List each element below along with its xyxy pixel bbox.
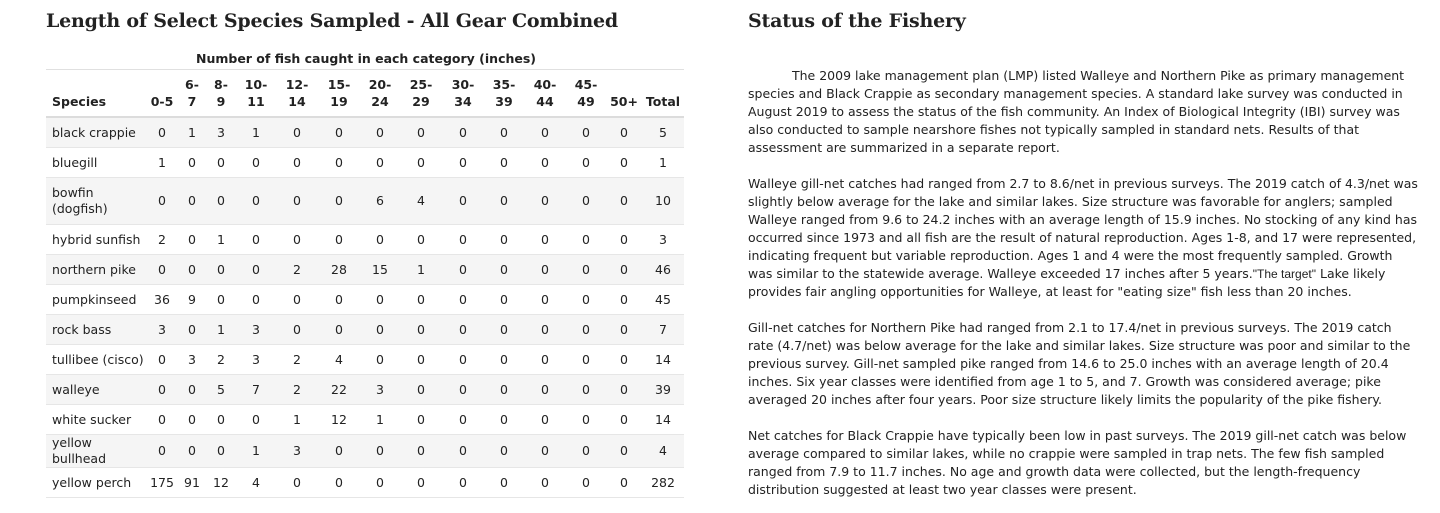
count-cell: 36 bbox=[146, 285, 178, 315]
count-cell: 0 bbox=[524, 255, 566, 285]
column-header: Total bbox=[642, 70, 684, 118]
count-cell: 0 bbox=[484, 178, 524, 225]
count-cell: 0 bbox=[442, 117, 484, 148]
column-header: 20- 24 bbox=[360, 70, 400, 118]
count-cell: 0 bbox=[566, 285, 606, 315]
count-cell: 0 bbox=[524, 117, 566, 148]
count-cell: 0 bbox=[442, 405, 484, 435]
count-cell: 0 bbox=[566, 117, 606, 148]
count-cell: 0 bbox=[146, 117, 178, 148]
count-cell: 0 bbox=[400, 435, 442, 468]
column-header: 50+ bbox=[606, 70, 642, 118]
total-cell: 46 bbox=[642, 255, 684, 285]
count-cell: 0 bbox=[146, 345, 178, 375]
column-header: 8- 9 bbox=[206, 70, 236, 118]
count-cell: 3 bbox=[178, 345, 206, 375]
count-cell: 0 bbox=[566, 315, 606, 345]
count-cell: 0 bbox=[178, 435, 206, 468]
count-cell: 0 bbox=[178, 315, 206, 345]
status-paragraph-3: Gill-net catches for Northern Pike had ranged from 2.1 to 17.4/net in previous surveys. The 2019 catch rate (4.7/net) was below average for the lake and similar lakes. Size structure was poor and similar to the previous survey. Gill-net sampled pike ranged from 14.6 to 25.0 inches with an average length of 20.4 inches. Six year classes were identified from age 1 to 5, and 7. Growth was considered average; pike averaged 20 inches after four years. Poor size structure likely limits the popularity of the pike fishery. bbox=[748, 320, 1411, 407]
count-cell: 0 bbox=[566, 435, 606, 468]
count-cell: 0 bbox=[318, 148, 360, 178]
column-header: 6- 7 bbox=[178, 70, 206, 118]
count-cell: 1 bbox=[146, 148, 178, 178]
count-cell: 0 bbox=[236, 405, 276, 435]
count-cell: 3 bbox=[146, 315, 178, 345]
count-cell: 0 bbox=[606, 255, 642, 285]
count-cell: 0 bbox=[606, 178, 642, 225]
total-cell: 39 bbox=[642, 375, 684, 405]
count-cell: 0 bbox=[400, 285, 442, 315]
count-cell: 0 bbox=[606, 405, 642, 435]
species-cell: rock bass bbox=[46, 315, 146, 345]
count-cell: 0 bbox=[484, 285, 524, 315]
count-cell: 175 bbox=[146, 468, 178, 498]
count-cell: 0 bbox=[360, 117, 400, 148]
count-cell: 0 bbox=[236, 225, 276, 255]
count-cell: 0 bbox=[606, 375, 642, 405]
species-cell: yellow bullhead bbox=[46, 435, 146, 468]
total-cell: 14 bbox=[642, 405, 684, 435]
table-row bbox=[46, 285, 684, 315]
count-cell: 0 bbox=[484, 345, 524, 375]
table-caption: Number of fish caught in each category (inches) bbox=[195, 51, 537, 66]
count-cell: 1 bbox=[236, 117, 276, 148]
count-cell: 0 bbox=[442, 468, 484, 498]
count-cell: 12 bbox=[318, 405, 360, 435]
column-header: 10- 11 bbox=[236, 70, 276, 118]
lake-name-placeholder: "The target" bbox=[1252, 267, 1316, 281]
count-cell: 0 bbox=[606, 468, 642, 498]
count-cell: 0 bbox=[276, 468, 318, 498]
count-cell: 0 bbox=[442, 375, 484, 405]
count-cell: 0 bbox=[276, 285, 318, 315]
count-cell: 0 bbox=[400, 405, 442, 435]
count-cell: 0 bbox=[442, 148, 484, 178]
count-cell: 0 bbox=[442, 225, 484, 255]
status-section bbox=[748, 10, 1420, 499]
total-cell: 1 bbox=[642, 148, 684, 178]
count-cell: 0 bbox=[178, 225, 206, 255]
count-cell: 0 bbox=[606, 435, 642, 468]
count-cell: 0 bbox=[236, 148, 276, 178]
count-cell: 0 bbox=[178, 405, 206, 435]
count-cell: 0 bbox=[360, 435, 400, 468]
count-cell: 0 bbox=[318, 285, 360, 315]
species-cell: yellow perch bbox=[46, 468, 146, 498]
count-cell: 0 bbox=[606, 225, 642, 255]
count-cell: 0 bbox=[400, 315, 442, 345]
total-cell: 45 bbox=[642, 285, 684, 315]
count-cell: 0 bbox=[400, 468, 442, 498]
count-cell: 0 bbox=[524, 375, 566, 405]
count-cell: 0 bbox=[206, 148, 236, 178]
count-cell: 0 bbox=[360, 285, 400, 315]
count-cell: 0 bbox=[606, 315, 642, 345]
count-cell: 0 bbox=[206, 405, 236, 435]
count-cell: 0 bbox=[524, 468, 566, 498]
count-cell: 2 bbox=[276, 345, 318, 375]
count-cell: 0 bbox=[606, 148, 642, 178]
count-cell: 5 bbox=[206, 375, 236, 405]
count-cell: 0 bbox=[566, 148, 606, 178]
species-cell: bluegill bbox=[46, 148, 146, 178]
count-cell: 0 bbox=[276, 315, 318, 345]
table-row bbox=[46, 405, 684, 435]
count-cell: 1 bbox=[400, 255, 442, 285]
count-cell: 0 bbox=[178, 178, 206, 225]
count-cell: 0 bbox=[236, 255, 276, 285]
table-row bbox=[46, 468, 684, 498]
total-cell: 14 bbox=[642, 345, 684, 375]
species-cell: pumpkinseed bbox=[46, 285, 146, 315]
column-header: 0-5 bbox=[146, 70, 178, 118]
count-cell: 3 bbox=[236, 315, 276, 345]
count-cell: 0 bbox=[178, 255, 206, 285]
count-cell: 0 bbox=[206, 435, 236, 468]
count-cell: 0 bbox=[318, 315, 360, 345]
count-cell: 0 bbox=[524, 435, 566, 468]
count-cell: 3 bbox=[276, 435, 318, 468]
count-cell: 0 bbox=[318, 468, 360, 498]
count-cell: 0 bbox=[276, 178, 318, 225]
count-cell: 9 bbox=[178, 285, 206, 315]
count-cell: 0 bbox=[606, 117, 642, 148]
count-cell: 0 bbox=[360, 468, 400, 498]
count-cell: 0 bbox=[566, 255, 606, 285]
count-cell: 0 bbox=[484, 375, 524, 405]
count-cell: 2 bbox=[276, 375, 318, 405]
count-cell: 0 bbox=[146, 405, 178, 435]
count-cell: 0 bbox=[276, 148, 318, 178]
count-cell: 1 bbox=[276, 405, 318, 435]
status-section-title: Status of the Fishery bbox=[748, 10, 966, 32]
column-header: 25- 29 bbox=[400, 70, 442, 118]
count-cell: 0 bbox=[484, 468, 524, 498]
species-cell: northern pike bbox=[46, 255, 146, 285]
count-cell: 1 bbox=[178, 117, 206, 148]
count-cell: 0 bbox=[484, 117, 524, 148]
count-cell: 3 bbox=[236, 345, 276, 375]
status-paragraph-2-part-a: Walleye gill-net catches had ranged from 2.7 to 8.6/net in previous surveys. The 2019 catch of 4.3/net was slightly below average for the lake and similar lakes. Size structure was favorable for anglers; sampled Walleye ranged from 9.6 to 24.2 inches with an average length of 15.9 inches. No stocking of any kind has occurred since 1973 and all fish are the result of natural reproduction. Ages 1-8, and 17 were represented, indicating frequent but variable reproduction. Ages 1 and 4 were the most frequently sampled. Growth was similar to the statewide average. Walleye exceeded 17 inches after 5 years. bbox=[748, 176, 1418, 281]
count-cell: 0 bbox=[606, 345, 642, 375]
count-cell: 0 bbox=[484, 225, 524, 255]
count-cell: 15 bbox=[360, 255, 400, 285]
column-header-species: Species bbox=[46, 70, 146, 118]
status-paragraph-1: The 2009 lake management plan (LMP) listed Walleye and Northern Pike as primary management species and Black Crappie as secondary management species. A standard lake survey was conducted in August 2019 to assess the status of the fish community. An Index of Biological Integrity (IBI) survey was also conducted to sample nearshore fishes not typically sampled in standard nets. Results of that assessment are summarized in a separate report. bbox=[748, 68, 1405, 155]
status-paragraph-4: Net catches for Black Crappie have typically been low in past surveys. The 2019 gill-net catch was below average compared to similar lakes, while no crappie were sampled in trap nets. The few fish sampled ranged from 7.9 to 11.7 inches. No age and growth data were collected, but the length-frequency distribution suggested at least two year classes were present. bbox=[748, 428, 1407, 497]
count-cell: 2 bbox=[146, 225, 178, 255]
count-cell: 2 bbox=[206, 345, 236, 375]
table-row bbox=[46, 255, 684, 285]
count-cell: 0 bbox=[442, 178, 484, 225]
count-cell: 6 bbox=[360, 178, 400, 225]
total-cell: 7 bbox=[642, 315, 684, 345]
species-cell: bowfin (dogfish) bbox=[46, 178, 146, 225]
table-body bbox=[46, 117, 684, 498]
table-row bbox=[46, 225, 684, 255]
count-cell: 0 bbox=[236, 285, 276, 315]
table-row bbox=[46, 148, 684, 178]
count-cell: 0 bbox=[442, 255, 484, 285]
count-cell: 0 bbox=[146, 255, 178, 285]
count-cell: 0 bbox=[606, 285, 642, 315]
count-cell: 0 bbox=[566, 468, 606, 498]
table-section-title: Length of Select Species Sampled - All Gear Combined bbox=[46, 10, 618, 32]
count-cell: 0 bbox=[484, 315, 524, 345]
count-cell: 0 bbox=[236, 178, 276, 225]
count-cell: 0 bbox=[206, 285, 236, 315]
column-header: 40- 44 bbox=[524, 70, 566, 118]
count-cell: 0 bbox=[566, 345, 606, 375]
count-cell: 4 bbox=[318, 345, 360, 375]
count-cell: 0 bbox=[178, 148, 206, 178]
count-cell: 0 bbox=[442, 285, 484, 315]
species-cell: hybrid sunfish bbox=[46, 225, 146, 255]
table-row bbox=[46, 375, 684, 405]
count-cell: 0 bbox=[524, 315, 566, 345]
count-cell: 4 bbox=[400, 178, 442, 225]
count-cell: 7 bbox=[236, 375, 276, 405]
count-cell: 0 bbox=[206, 255, 236, 285]
species-cell: white sucker bbox=[46, 405, 146, 435]
count-cell: 1 bbox=[206, 315, 236, 345]
count-cell: 0 bbox=[276, 225, 318, 255]
column-header: 35- 39 bbox=[484, 70, 524, 118]
count-cell: 0 bbox=[360, 148, 400, 178]
count-cell: 0 bbox=[400, 225, 442, 255]
total-cell: 282 bbox=[642, 468, 684, 498]
table-row bbox=[46, 435, 684, 468]
count-cell: 0 bbox=[318, 117, 360, 148]
count-cell: 0 bbox=[442, 345, 484, 375]
length-table-section bbox=[46, 10, 686, 498]
count-cell: 0 bbox=[484, 255, 524, 285]
total-cell: 4 bbox=[642, 435, 684, 468]
count-cell: 0 bbox=[276, 117, 318, 148]
count-cell: 0 bbox=[566, 375, 606, 405]
table-row bbox=[46, 315, 684, 345]
count-cell: 22 bbox=[318, 375, 360, 405]
count-cell: 0 bbox=[566, 178, 606, 225]
count-cell: 0 bbox=[178, 375, 206, 405]
species-cell: black crappie bbox=[46, 117, 146, 148]
count-cell: 0 bbox=[566, 405, 606, 435]
count-cell: 28 bbox=[318, 255, 360, 285]
total-cell: 5 bbox=[642, 117, 684, 148]
count-cell: 0 bbox=[146, 435, 178, 468]
count-cell: 0 bbox=[524, 178, 566, 225]
count-cell: 4 bbox=[236, 468, 276, 498]
table-row bbox=[46, 178, 684, 225]
column-header: 12- 14 bbox=[276, 70, 318, 118]
status-paragraph-2-part-b: Lake likely provides fair angling opportunities for Walleye, at least for "eating size" fish less than 20 inches. bbox=[748, 266, 1386, 299]
table-row bbox=[46, 345, 684, 375]
count-cell: 3 bbox=[206, 117, 236, 148]
column-header: 15- 19 bbox=[318, 70, 360, 118]
count-cell: 3 bbox=[360, 375, 400, 405]
count-cell: 0 bbox=[524, 148, 566, 178]
count-cell: 1 bbox=[236, 435, 276, 468]
total-cell: 10 bbox=[642, 178, 684, 225]
count-cell: 0 bbox=[360, 345, 400, 375]
count-cell: 0 bbox=[146, 375, 178, 405]
species-cell: walleye bbox=[46, 375, 146, 405]
count-cell: 0 bbox=[318, 225, 360, 255]
count-cell: 0 bbox=[206, 178, 236, 225]
length-frequency-table bbox=[46, 69, 684, 498]
count-cell: 0 bbox=[400, 345, 442, 375]
count-cell: 1 bbox=[360, 405, 400, 435]
table-row bbox=[46, 117, 684, 148]
count-cell: 0 bbox=[524, 405, 566, 435]
count-cell: 0 bbox=[146, 178, 178, 225]
count-cell: 0 bbox=[360, 315, 400, 345]
count-cell: 0 bbox=[566, 225, 606, 255]
count-cell: 0 bbox=[400, 117, 442, 148]
count-cell: 0 bbox=[484, 405, 524, 435]
count-cell: 0 bbox=[318, 178, 360, 225]
count-cell: 0 bbox=[524, 345, 566, 375]
count-cell: 0 bbox=[442, 315, 484, 345]
count-cell: 0 bbox=[400, 375, 442, 405]
count-cell: 12 bbox=[206, 468, 236, 498]
count-cell: 0 bbox=[400, 148, 442, 178]
count-cell: 0 bbox=[524, 225, 566, 255]
table-header-row bbox=[46, 70, 684, 118]
count-cell: 1 bbox=[206, 225, 236, 255]
count-cell: 0 bbox=[442, 435, 484, 468]
count-cell: 0 bbox=[484, 148, 524, 178]
status-paragraph-2 bbox=[748, 175, 1420, 301]
column-header: 30- 34 bbox=[442, 70, 484, 118]
count-cell: 91 bbox=[178, 468, 206, 498]
species-cell: tullibee (cisco) bbox=[46, 345, 146, 375]
count-cell: 0 bbox=[484, 435, 524, 468]
count-cell: 0 bbox=[524, 285, 566, 315]
count-cell: 0 bbox=[318, 435, 360, 468]
column-header: 45- 49 bbox=[566, 70, 606, 118]
count-cell: 2 bbox=[276, 255, 318, 285]
total-cell: 3 bbox=[642, 225, 684, 255]
count-cell: 0 bbox=[360, 225, 400, 255]
